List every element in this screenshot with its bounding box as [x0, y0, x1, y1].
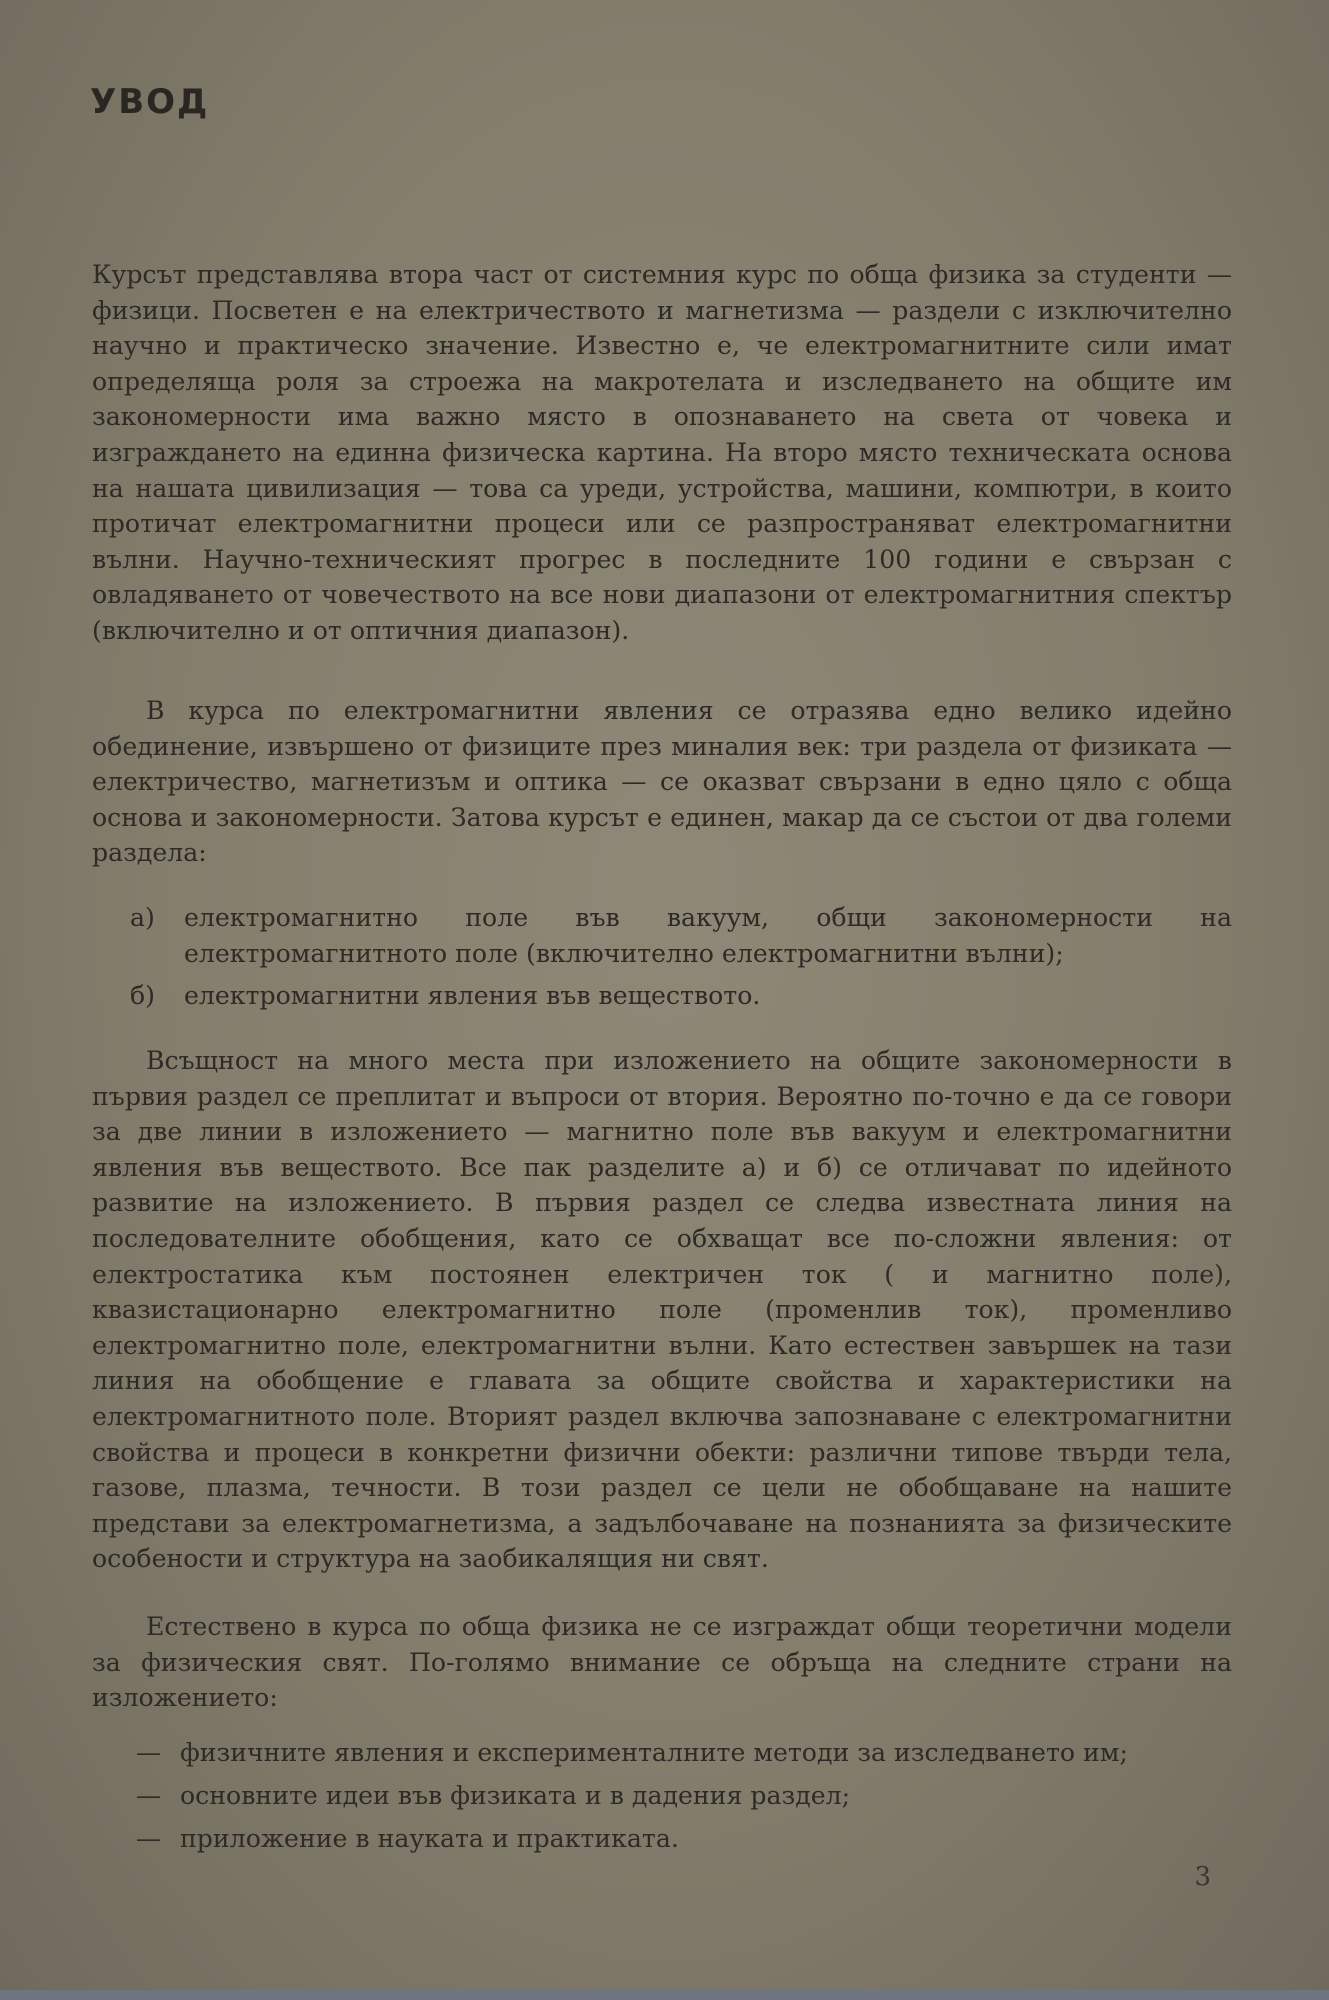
page-number: 3 — [1194, 1862, 1211, 1892]
page-title: УВОД — [90, 82, 210, 122]
paragraph-unification: В курса по електромагнитни явления се отразява едно велико идейно обединение, извършено от физиците през миналия век: три раздела от физиката — електричество, магнетизъм и оптика — се оказват свързани в едно цяло с обща основа и закономерности. Затова курсът е единен, макар да се състои от два големи раздела: — [92, 696, 1232, 868]
list-item-text: основните идеи във физиката и в дадения раздел; — [180, 1781, 851, 1810]
list-marker: б) — [130, 981, 155, 1010]
paragraph-intro: Курсът представлява втора част от системния курс по обща физика за студенти — физици. Посветен е на електричеството и магнетизма — раздели с изключително научно и практическо значение. Известно е, че електромагнитните сили имат определяща роля за строежа на макротелата и изследването на общите им закономерности има важно място в опознаването на света от човека и изграждането на единна физическа картина. На второ място техническата основа на нашата цивилизация — това са уреди, устройства, машини, компютри, в които протичат електромагнитни процеси или се разпространяват електромагнитни вълни. Научно-техническият прогрес в последните 100 години е свързан с овладяването от човечеството на все нови диапазони от електромагнитния спектър (включително и от оптичния диапазон). — [92, 260, 1232, 645]
list-item-text: физичните явления и експерименталните методи за изследването им; — [180, 1738, 1128, 1767]
list-marker: — — [136, 1824, 162, 1853]
section-list-item — [92, 978, 1232, 1014]
list-item-text: приложение в науката и практиката. — [180, 1824, 679, 1853]
aspect-list-item — [92, 1777, 1232, 1815]
list-marker: а) — [130, 903, 155, 932]
section-list-item — [92, 900, 1232, 971]
paragraph-structure: Всъщност на много места при изложението на общите закономерности в първия раздел се преплитат и въпроси от втория. Вероятно по-точно е да се говори за две линии в изложението — магнитно поле във вакуум и електромагнитни явления във веществото. Все пак разделите а) и б) се отличават по идейното развитие на изложението. В първия раздел се следва известната линия на последователните обобщения, като се обхващат все по-сложни явления: от електростатика към постоянен електричен ток ( и магнитно поле), квазистационарно електромагнитно поле (променлив ток), променливо електромагнитно поле, електромагнитни вълни. Като естествен завършек на тази линия на обобщение е главата за общите свойства и характеристики на електромагнитното поле. Вторият раздел включва запознаване с електромагнитни свойства и процеси в конкретни физични обекти: различни типове твърди тела, газове, плазма, течности. В този раздел се цели не обобщаване на нашите представи за електромагнетизма, а задълбочаване на познанията за физическите особености и структура на заобикалящия ни свят. — [92, 1046, 1232, 1574]
paragraph-emphasis: Естествено в курса по обща физика не се изграждат общи теоретични модели за физическия свят. По-голямо внимание се обръща на следните страни на изложението: — [92, 1612, 1232, 1713]
list-item-text: електромагнитно поле във вакуум, общи закономерности на електромагнитното поле (включително електромагнитни вълни); — [184, 903, 1232, 968]
list-item-text: електромагнитни явления във веществото. — [184, 981, 761, 1010]
page-bottom-edge — [0, 1990, 1329, 2000]
aspect-list-item — [92, 1820, 1232, 1858]
list-marker: — — [136, 1781, 162, 1810]
aspect-list-item — [92, 1734, 1232, 1772]
list-marker: — — [136, 1738, 162, 1767]
